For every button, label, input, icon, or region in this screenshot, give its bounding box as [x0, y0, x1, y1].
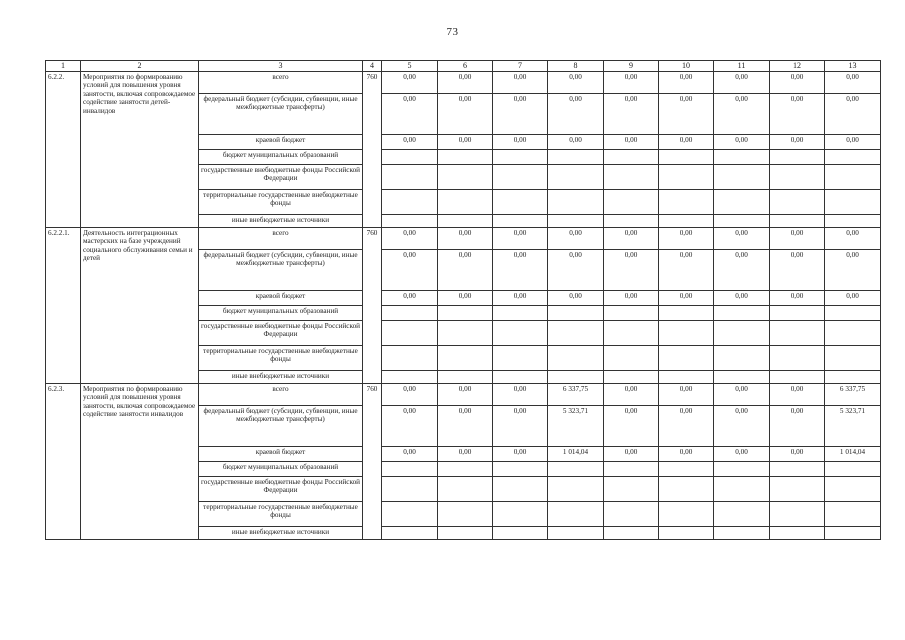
value-cell — [825, 462, 881, 477]
value-cell: 0,00 — [714, 250, 770, 291]
value-cell — [548, 462, 604, 477]
value-cell — [493, 190, 548, 215]
value-cell: 0,00 — [659, 447, 714, 462]
value-cell: 0,00 — [493, 228, 548, 250]
value-cell: 6 337,75 — [548, 384, 604, 406]
value-cell: 0,00 — [770, 228, 825, 250]
value-cell — [382, 371, 438, 384]
value-cell — [382, 306, 438, 321]
value-cell: 0,00 — [825, 94, 881, 135]
value-cell — [604, 165, 659, 190]
value-cell: 0,00 — [659, 406, 714, 447]
value-cell: 0,00 — [714, 384, 770, 406]
item-name: Деятельность интеграционных мастерских на базе учреждений социального обслуживания семьи и детей — [81, 228, 199, 384]
funding-source: федеральный бюджет (субсидии, субвенции, иные межбюджетные трансферты) — [199, 406, 363, 447]
value-cell — [438, 462, 493, 477]
value-cell — [382, 150, 438, 165]
value-cell — [770, 215, 825, 228]
value-cell: 0,00 — [714, 406, 770, 447]
value-cell: 0,00 — [548, 135, 604, 150]
value-cell — [770, 346, 825, 371]
value-cell — [659, 215, 714, 228]
value-cell — [438, 215, 493, 228]
value-cell: 0,00 — [382, 447, 438, 462]
value-cell: 0,00 — [770, 72, 825, 94]
value-cell: 0,00 — [714, 94, 770, 135]
value-cell — [825, 371, 881, 384]
value-cell: 0,00 — [382, 406, 438, 447]
value-cell: 0,00 — [493, 94, 548, 135]
value-cell: 0,00 — [770, 135, 825, 150]
value-cell: 0,00 — [714, 72, 770, 94]
value-cell: 0,00 — [659, 94, 714, 135]
value-cell: 0,00 — [659, 228, 714, 250]
item-code: 6.2.2. — [46, 72, 81, 228]
value-cell: 0,00 — [493, 384, 548, 406]
value-cell: 0,00 — [659, 72, 714, 94]
funding-source: федеральный бюджет (субсидии, субвенции, иные межбюджетные трансферты) — [199, 94, 363, 135]
funding-source: иные внебюджетные источники — [199, 371, 363, 384]
funding-source: краевой бюджет — [199, 291, 363, 306]
value-cell: 0,00 — [493, 72, 548, 94]
value-cell — [548, 321, 604, 346]
value-cell — [382, 462, 438, 477]
value-cell: 5 323,71 — [825, 406, 881, 447]
column-header: 13 — [825, 61, 881, 72]
value-cell: 0,00 — [714, 228, 770, 250]
value-cell — [770, 190, 825, 215]
funding-source: государственные внебюджетные фонды Российской Федерации — [199, 321, 363, 346]
value-cell: 0,00 — [770, 291, 825, 306]
value-cell — [770, 306, 825, 321]
value-cell — [382, 527, 438, 540]
value-cell: 0,00 — [604, 94, 659, 135]
value-cell — [714, 165, 770, 190]
value-cell — [438, 477, 493, 502]
value-cell — [548, 371, 604, 384]
value-cell: 0,00 — [493, 291, 548, 306]
value-cell — [604, 306, 659, 321]
funding-source: территориальные государственные внебюджетные фонды — [199, 346, 363, 371]
value-cell: 0,00 — [714, 291, 770, 306]
value-cell: 0,00 — [604, 447, 659, 462]
value-cell: 0,00 — [493, 250, 548, 291]
value-cell — [825, 190, 881, 215]
value-cell — [382, 190, 438, 215]
funding-source: всего — [199, 72, 363, 94]
value-cell — [659, 150, 714, 165]
value-cell — [659, 321, 714, 346]
value-cell: 0,00 — [438, 291, 493, 306]
value-cell — [382, 346, 438, 371]
value-cell: 0,00 — [604, 72, 659, 94]
value-cell — [438, 371, 493, 384]
column-header: 1 — [46, 61, 81, 72]
value-cell — [659, 371, 714, 384]
value-cell — [604, 371, 659, 384]
value-cell: 0,00 — [382, 94, 438, 135]
value-cell: 0,00 — [438, 250, 493, 291]
value-cell — [714, 346, 770, 371]
funding-source: всего — [199, 384, 363, 406]
column-header: 9 — [604, 61, 659, 72]
value-cell: 0,00 — [659, 250, 714, 291]
value-cell — [604, 321, 659, 346]
value-cell — [604, 502, 659, 527]
value-cell — [770, 502, 825, 527]
value-cell — [493, 150, 548, 165]
value-cell — [438, 527, 493, 540]
value-cell — [548, 150, 604, 165]
item-code: 6.2.2.1. — [46, 228, 81, 384]
value-cell — [825, 502, 881, 527]
value-cell — [493, 215, 548, 228]
value-cell — [714, 502, 770, 527]
value-cell: 0,00 — [604, 384, 659, 406]
value-cell — [714, 477, 770, 502]
value-cell — [659, 462, 714, 477]
value-cell: 1 014,04 — [825, 447, 881, 462]
column-number-row — [46, 61, 881, 72]
value-cell — [548, 527, 604, 540]
value-cell: 0,00 — [438, 135, 493, 150]
value-cell — [548, 165, 604, 190]
value-cell — [714, 321, 770, 346]
value-cell: 0,00 — [382, 228, 438, 250]
value-cell: 0,00 — [604, 135, 659, 150]
value-cell — [714, 527, 770, 540]
item-name: Мероприятия по формированию условий для повышения уровня занятости, включая сопровождаемое содействие занятости детей-инвалидов — [81, 72, 199, 228]
value-cell: 0,00 — [548, 72, 604, 94]
value-cell: 0,00 — [438, 406, 493, 447]
value-cell: 0,00 — [770, 250, 825, 291]
value-cell: 0,00 — [548, 94, 604, 135]
value-cell — [438, 502, 493, 527]
value-cell: 0,00 — [770, 384, 825, 406]
column-header: 2 — [81, 61, 199, 72]
funding-source: федеральный бюджет (субсидии, субвенции, иные межбюджетные трансферты) — [199, 250, 363, 291]
value-cell: 0,00 — [438, 384, 493, 406]
value-cell — [438, 150, 493, 165]
value-cell — [714, 371, 770, 384]
value-cell — [548, 306, 604, 321]
value-cell — [493, 321, 548, 346]
funding-source: краевой бюджет — [199, 135, 363, 150]
column-4-code: 760 — [363, 228, 382, 384]
value-cell — [825, 150, 881, 165]
value-cell — [382, 165, 438, 190]
value-cell — [382, 477, 438, 502]
value-cell — [770, 527, 825, 540]
value-cell — [438, 346, 493, 371]
column-header: 12 — [770, 61, 825, 72]
value-cell — [659, 346, 714, 371]
table-row — [46, 72, 881, 94]
column-header: 10 — [659, 61, 714, 72]
funding-source: иные внебюджетные источники — [199, 215, 363, 228]
value-cell: 0,00 — [604, 291, 659, 306]
column-header: 5 — [382, 61, 438, 72]
column-header: 4 — [363, 61, 382, 72]
value-cell — [604, 346, 659, 371]
value-cell: 0,00 — [382, 250, 438, 291]
value-cell — [770, 477, 825, 502]
value-cell: 0,00 — [714, 447, 770, 462]
value-cell — [714, 306, 770, 321]
value-cell: 0,00 — [438, 228, 493, 250]
value-cell — [604, 190, 659, 215]
table-row — [46, 228, 881, 250]
value-cell — [825, 306, 881, 321]
value-cell: 6 337,75 — [825, 384, 881, 406]
value-cell — [493, 462, 548, 477]
funding-source: бюджет муниципальных образований — [199, 462, 363, 477]
value-cell — [825, 165, 881, 190]
value-cell — [548, 502, 604, 527]
value-cell: 0,00 — [382, 135, 438, 150]
value-cell — [659, 477, 714, 502]
column-header: 11 — [714, 61, 770, 72]
value-cell — [493, 502, 548, 527]
budget-table — [45, 60, 881, 540]
value-cell: 0,00 — [438, 94, 493, 135]
value-cell: 0,00 — [825, 72, 881, 94]
value-cell — [825, 346, 881, 371]
value-cell — [548, 477, 604, 502]
funding-source: государственные внебюджетные фонды Российской Федерации — [199, 165, 363, 190]
value-cell — [382, 502, 438, 527]
value-cell — [714, 150, 770, 165]
value-cell — [382, 215, 438, 228]
funding-source: бюджет муниципальных образований — [199, 150, 363, 165]
value-cell — [659, 502, 714, 527]
value-cell: 0,00 — [382, 291, 438, 306]
value-cell — [604, 462, 659, 477]
value-cell — [493, 346, 548, 371]
value-cell — [438, 306, 493, 321]
value-cell: 0,00 — [825, 291, 881, 306]
value-cell — [770, 165, 825, 190]
item-code: 6.2.3. — [46, 384, 81, 540]
funding-source: территориальные государственные внебюджетные фонды — [199, 502, 363, 527]
value-cell: 0,00 — [770, 447, 825, 462]
value-cell: 0,00 — [604, 250, 659, 291]
value-cell — [825, 527, 881, 540]
value-cell — [493, 306, 548, 321]
column-header: 3 — [199, 61, 363, 72]
column-4-code: 760 — [363, 384, 382, 540]
funding-source: государственные внебюджетные фонды Российской Федерации — [199, 477, 363, 502]
value-cell — [714, 462, 770, 477]
value-cell: 0,00 — [493, 447, 548, 462]
value-cell — [659, 165, 714, 190]
value-cell — [714, 190, 770, 215]
value-cell — [548, 346, 604, 371]
value-cell: 0,00 — [438, 72, 493, 94]
value-cell: 0,00 — [825, 135, 881, 150]
value-cell — [493, 165, 548, 190]
value-cell — [770, 371, 825, 384]
value-cell — [825, 477, 881, 502]
value-cell — [770, 462, 825, 477]
column-header: 7 — [493, 61, 548, 72]
value-cell: 0,00 — [493, 135, 548, 150]
value-cell: 0,00 — [548, 291, 604, 306]
value-cell — [548, 190, 604, 215]
value-cell — [493, 371, 548, 384]
page-number: 73 — [446, 26, 459, 38]
value-cell: 0,00 — [382, 384, 438, 406]
value-cell — [604, 477, 659, 502]
funding-source: краевой бюджет — [199, 447, 363, 462]
value-cell: 0,00 — [604, 228, 659, 250]
value-cell — [604, 215, 659, 228]
funding-source: всего — [199, 228, 363, 250]
table-row — [46, 384, 881, 406]
value-cell: 0,00 — [493, 406, 548, 447]
value-cell — [659, 527, 714, 540]
value-cell: 0,00 — [770, 94, 825, 135]
value-cell — [604, 150, 659, 165]
value-cell: 0,00 — [548, 228, 604, 250]
funding-source: иные внебюджетные источники — [199, 527, 363, 540]
value-cell — [659, 190, 714, 215]
value-cell: 0,00 — [659, 384, 714, 406]
value-cell: 1 014,04 — [548, 447, 604, 462]
table-body — [46, 72, 881, 540]
value-cell: 0,00 — [438, 447, 493, 462]
value-cell — [438, 165, 493, 190]
value-cell — [714, 215, 770, 228]
value-cell: 0,00 — [714, 135, 770, 150]
value-cell: 0,00 — [659, 135, 714, 150]
column-header: 8 — [548, 61, 604, 72]
value-cell — [493, 527, 548, 540]
value-cell — [659, 306, 714, 321]
value-cell: 0,00 — [659, 291, 714, 306]
column-4-code: 760 — [363, 72, 382, 228]
value-cell: 0,00 — [770, 406, 825, 447]
value-cell: 0,00 — [604, 406, 659, 447]
value-cell — [770, 321, 825, 346]
value-cell — [548, 215, 604, 228]
value-cell: 0,00 — [825, 250, 881, 291]
value-cell: 0,00 — [825, 228, 881, 250]
value-cell — [382, 321, 438, 346]
funding-source: территориальные государственные внебюджетные фонды — [199, 190, 363, 215]
column-header: 6 — [438, 61, 493, 72]
value-cell — [438, 321, 493, 346]
value-cell: 0,00 — [382, 72, 438, 94]
value-cell — [438, 190, 493, 215]
value-cell — [604, 527, 659, 540]
item-name: Мероприятия по формированию условий для повышения уровня занятости, включая сопровождаемое содействие занятости инвалидов — [81, 384, 199, 540]
funding-source: бюджет муниципальных образований — [199, 306, 363, 321]
value-cell — [770, 150, 825, 165]
value-cell: 5 323,71 — [548, 406, 604, 447]
value-cell — [493, 477, 548, 502]
value-cell — [825, 321, 881, 346]
value-cell: 0,00 — [548, 250, 604, 291]
value-cell — [825, 215, 881, 228]
